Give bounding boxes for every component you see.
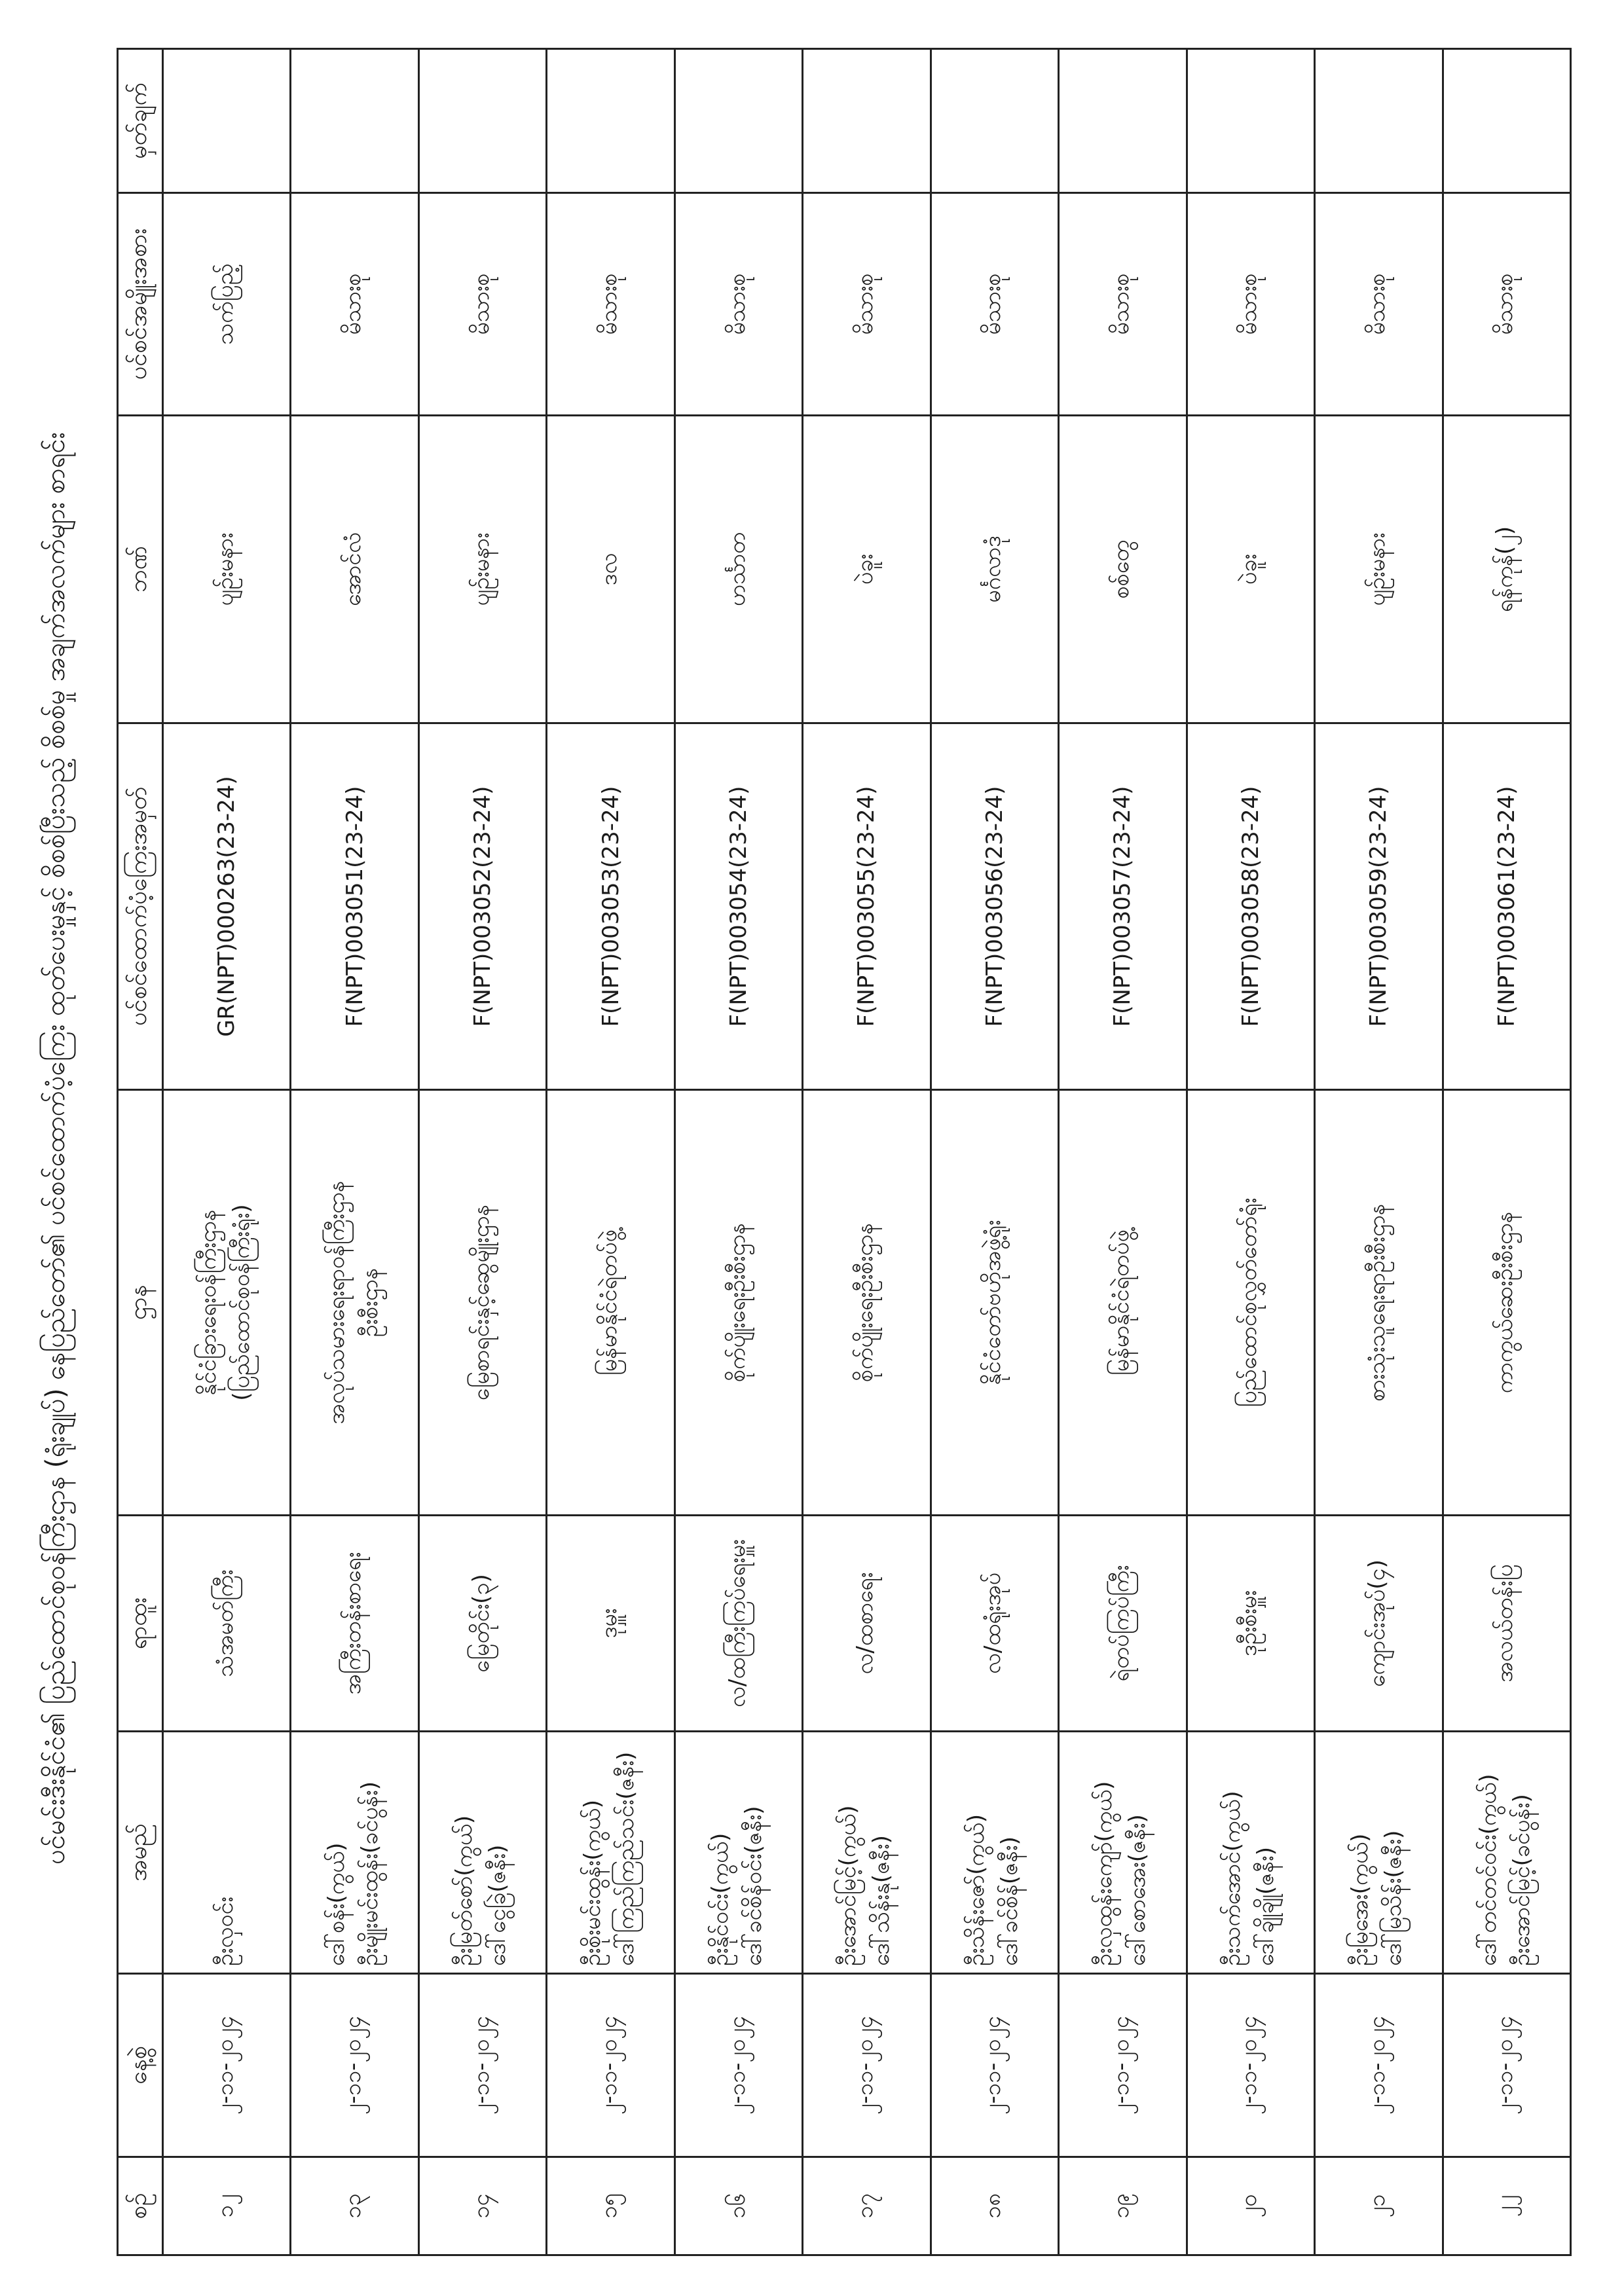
cell-department: [291, 1090, 418, 1516]
cell-pension-ref: F(NPT)003052(23-24): [418, 723, 546, 1090]
cell-date: ၂-၁၁-၂၀၂၄: [674, 1974, 802, 2157]
cell-pension-ref: F(NPT)003061(23-24): [1443, 723, 1570, 1090]
cell-bank: အောင်လံ: [291, 416, 418, 723]
cell-date: ၂-၁၁-၂၀၂၄: [1059, 1974, 1187, 2157]
cell-name: [418, 1732, 546, 1974]
cell-date: ၂-၁၁-၂၀၂၄: [1187, 1974, 1314, 2157]
cell-pension-ref: F(NPT)003056(23-24): [931, 723, 1058, 1090]
table-row: [674, 49, 802, 2255]
header-bank: ဘဏ်: [118, 416, 163, 723]
cell-name-line2: ဦးအောင်မြင့်(ခင်ပွန်း): [1508, 1794, 1535, 1966]
cell-no: ၁၇: [803, 2157, 931, 2255]
cell-remark: [674, 49, 802, 193]
cell-pension-ref: GR(NPT)000263(23-24): [163, 723, 291, 1090]
cell-name-line1: ဦးလှဝင်း: [212, 1897, 238, 1966]
cell-rank: မြေတိုင်း(၃): [418, 1516, 546, 1732]
cell-name-line2: ဒေါ်ကြည်ကြည်သင်း(ဇနီး): [612, 1751, 639, 1966]
cell-name: [1443, 1732, 1570, 1974]
cell-bank: ဟင်္သာတ: [674, 416, 802, 723]
cell-pension-type: မိသားစု: [1187, 193, 1314, 416]
cell-name: [291, 1732, 418, 1974]
cell-name: [163, 1732, 291, 1974]
cell-remark: [1315, 49, 1443, 193]
cell-department: [1315, 1090, 1443, 1516]
cell-department: [1059, 1090, 1187, 1516]
cell-department: [418, 1090, 546, 1516]
table-row: [418, 49, 546, 2255]
cell-name-line1: ဦးလှထွန်းကျော်(ကွယ်): [1091, 1781, 1118, 1966]
cell-rank: သံအမတ်ကြီး: [163, 1516, 291, 1732]
cell-department-line1: နိုင်ငံတော်ဗဟိုအဖွဲ့ရုံး: [980, 1220, 1006, 1385]
cell-bank: စစ်တွေ: [1059, 416, 1187, 723]
header-date: နေ့စွဲ: [118, 1974, 163, 2157]
cell-pension-ref: F(NPT)003053(23-24): [547, 723, 674, 1090]
cell-pension-ref: F(NPT)003059(23-24): [1315, 723, 1443, 1090]
cell-no: ၁၄: [418, 2157, 546, 2255]
cell-pension-type: မိသားစု: [674, 193, 802, 416]
cell-bank: ဒလ: [547, 416, 674, 723]
cell-name: [803, 1732, 931, 1974]
table-body: [163, 49, 1571, 2255]
cell-rank: ရဲတပ်ကြပ်ကြီး: [1059, 1516, 1187, 1732]
cell-name: [674, 1732, 802, 1974]
cell-remark: [1059, 49, 1187, 193]
header-remark: မှတ်ချက်: [118, 49, 163, 193]
cell-name: [1187, 1732, 1314, 1974]
cell-department-line1: မြန်မာနိုင်ငံရဲတပ်ဖွဲ့: [1107, 1230, 1134, 1376]
cell-name-line2: ဒေါ်ခင်စိန်(ဇနီး): [996, 1836, 1023, 1966]
cell-department: [163, 1090, 291, 1516]
cell-name-line2: ဒေါ်ငွေခြဲ(ဇနီး): [485, 1844, 511, 1966]
cell-rank: လ/ထကြီးကြပ်ရေးမှူး: [674, 1516, 802, 1732]
cell-pension-type: သက်ပြည့်: [163, 193, 291, 416]
cell-remark: [1443, 49, 1570, 193]
table-row: [163, 49, 291, 2255]
cell-pension-type: မိသားစု: [931, 193, 1058, 416]
cell-name: [1315, 1732, 1443, 1974]
header-name: အမည်: [118, 1732, 163, 1974]
cell-department-line1: စိုက်ပျိုးရေးဦးစီးဌာန: [724, 1223, 750, 1382]
cell-name-line2: ဒေါ်သိန်းနု(ဇနီး): [868, 1835, 895, 1966]
cell-pension-type: မိသားစု: [1315, 193, 1443, 416]
cell-name-line2: ဒေါ်မြသိန်း(ဇနီး): [1380, 1830, 1407, 1966]
pension-register-table: [117, 48, 1572, 2256]
cell-department-line1: မြေစာရင်းနှင့်ဆွေမျိုးဌာန: [468, 1204, 494, 1401]
cell-department-line1: မြန်မာနိုင်ငံရဲတပ်ဖွဲ့: [596, 1230, 623, 1376]
cell-name-line1: ဦးအောင်မြင့်(ကွယ်): [835, 1805, 862, 1966]
cell-no: ၁၅: [547, 2157, 674, 2255]
table-row: [1059, 49, 1187, 2255]
rotated-table-area: [117, 50, 1572, 2256]
rotated-table-frame: [117, 50, 1572, 2256]
cell-name-line2: ဒေါ်ခင်စိန်ဝင်း(ဇနီး): [741, 1806, 767, 1966]
cell-bank: ပဲခူး: [1187, 416, 1314, 723]
cell-date: ၂-၁၁-၂၀၂၄: [931, 1974, 1058, 2157]
cell-name-line2: ဦးမျိုးမင်းထွန်း(ခင်ပွန်း): [356, 1781, 383, 1966]
cell-department-line1: စားသုံးသူရေးရာဦးစီးဌာန: [1363, 1203, 1390, 1402]
header-rank: ရာထူး: [118, 1516, 163, 1732]
cell-date: ၂-၁၁-၂၀၂၄: [291, 1974, 418, 2157]
header-pension-type: ပင်စင်အမျိုးအစား: [118, 193, 163, 416]
cell-rank: ဒုမှူး: [547, 1516, 674, 1732]
header-pension-ref: ပင်စင်ထောက်ပံ့ကြေးအမှတ်: [118, 723, 163, 1090]
cell-rank: ကျောင်းအုပ်(၄): [1315, 1516, 1443, 1732]
cell-no: ၁၆: [674, 2157, 802, 2255]
cell-pension-type: မိသားစု: [1059, 193, 1187, 416]
header-department: ဌာန: [118, 1090, 163, 1516]
cell-department: [1187, 1090, 1314, 1516]
cell-department: [674, 1090, 802, 1516]
cell-rank: လ/ထရုံးအုပ်: [931, 1516, 1058, 1732]
cell-name: [931, 1732, 1058, 1974]
cell-bank: မင်္ဂလာဒုံ: [931, 416, 1058, 723]
cell-name-line1: ဒေါ်စန်း(ကွယ်): [323, 1842, 350, 1966]
cell-pension-ref: F(NPT)003054(23-24): [674, 723, 802, 1090]
cell-bank: ပျဉ်းမနား: [1315, 416, 1443, 723]
cell-department-line2: (ပြည်ထောင်စုဝန်ကြီးရုံး): [229, 1204, 255, 1401]
cell-department: [931, 1090, 1058, 1516]
table-row: [1443, 49, 1570, 2255]
cell-no: ၁၂: [163, 2157, 291, 2255]
cell-name-line1: ဦးသက်အောင်(ကွယ်): [1219, 1791, 1246, 1966]
document-title: ပင်မင်းဒီးနိုင်ငံ၏ ပြည်ထောင်စုဝန်ကြီးဌာန (ရုံးချုပ်) နေပြည်တော်၏ ပင်စင်ထောက်ပံ့ကြေး ထုတ်ပေးမှုနှင့် စိစစ်ပြီးသည့် စိစစ်မှု အချက်အလက်များ စာရင်း: [41, 432, 71, 1865]
cell-department-line1: အလုပ်သမားရေးရာဝန်ကြီးဌာန: [323, 1180, 350, 1425]
cell-no: ၂၁: [1315, 2157, 1443, 2255]
cell-department-line1: စိုက်ပျိုးရေးဦးစီးဌာန: [851, 1223, 878, 1382]
cell-pension-type: မိသားစု: [1443, 193, 1570, 416]
cell-bank: ပျဉ်းမနား: [418, 416, 546, 723]
cell-date: ၂-၁၁-၂၀၂၄: [418, 1974, 546, 2157]
cell-pension-type: မိသားစု: [418, 193, 546, 416]
cell-department-line1: နိုင်ငံခြားရေးဝန်ကြီးဌာန: [195, 1209, 222, 1396]
cell-department: [1443, 1090, 1570, 1516]
cell-remark: [547, 49, 674, 193]
cell-department-line2: ဦးစီးဌာန: [356, 1267, 383, 1338]
cell-pension-type: မိသားစု: [547, 193, 674, 416]
cell-pension-ref: F(NPT)003057(23-24): [1059, 723, 1187, 1090]
cell-remark: [418, 49, 546, 193]
table-row: [803, 49, 931, 2255]
cell-bank: ပျဉ်းမနား: [163, 416, 291, 723]
table-row: [291, 49, 418, 2255]
cell-date: ၂-၁၁-၂၀၂၄: [1315, 1974, 1443, 2157]
cell-name-line1: ဦးစိုးမင်းထွန်း(ကွယ်): [579, 1799, 606, 1966]
cell-bank: ရန်ကုန်(၂): [1443, 416, 1570, 723]
table-header-row: [118, 49, 163, 2255]
cell-pension-type: မိသားစု: [291, 193, 418, 416]
cell-pension-ref: F(NPT)003055(23-24): [803, 723, 931, 1090]
cell-remark: [291, 49, 418, 193]
table-row: [1315, 49, 1443, 2255]
table-row: [547, 49, 674, 2255]
cell-date: ၂-၁၁-၂၀၂၄: [163, 1974, 291, 2157]
cell-name-line2: ဒေါ်စောအေး(ဇနီး): [1124, 1814, 1151, 1966]
cell-name-line1: ဦးနိုင်ဝင်း(ကွယ်): [707, 1832, 734, 1966]
cell-no: ၁၈: [931, 2157, 1058, 2255]
cell-pension-type: မိသားစု: [803, 193, 931, 416]
cell-remark: [803, 49, 931, 193]
cell-department-line1: ပြည်ထောင်စုလွှတ်တော်ရုံး: [1236, 1197, 1263, 1408]
cell-no: ၁၉: [1059, 2157, 1187, 2255]
cell-no: ၂၀: [1187, 2157, 1314, 2255]
cell-pension-ref: F(NPT)003051(23-24): [291, 723, 418, 1090]
cell-department-line1: ကာကွယ်ဆေးဦးစီးဌာန: [1492, 1211, 1519, 1394]
cell-bank: ပဲခူး: [803, 416, 931, 723]
cell-date: ၂-၁၁-၂၀၂၄: [547, 1974, 674, 2157]
cell-rank: အလယ်တန်းပြ: [1443, 1516, 1570, 1732]
cell-rank: အကြီးတန်းစာရေး: [291, 1516, 418, 1732]
cell-remark: [163, 49, 291, 193]
cell-no: ၁၃: [291, 2157, 418, 2255]
cell-remark: [1187, 49, 1314, 193]
table-row: [931, 49, 1058, 2255]
cell-pension-ref: F(NPT)003058(23-24): [1187, 723, 1314, 1090]
cell-remark: [931, 49, 1058, 193]
cell-department: [803, 1090, 931, 1516]
cell-rank: ဒုဦးစီးမှူး: [1187, 1516, 1314, 1732]
cell-name-line1: ဦးမြအေး(ကွယ်): [1347, 1833, 1374, 1966]
cell-date: ၂-၁၁-၂၀၂၄: [803, 1974, 931, 2157]
header-no: စဉ်: [118, 2157, 163, 2255]
cell-department: [547, 1090, 674, 1516]
cell-no: ၂၂: [1443, 2157, 1570, 2255]
cell-name-line1: ဦးမြတ်စော်(ကွယ်): [451, 1815, 478, 1966]
table-row: [1187, 49, 1314, 2255]
cell-date: ၂-၁၁-၂၀၂၄: [1443, 1974, 1570, 2157]
cell-name: [547, 1732, 674, 1974]
cell-rank: လ/ထစာရေး: [803, 1516, 931, 1732]
cell-name-line1: ဦးသိန်းဇော်(ကွယ်): [963, 1813, 989, 1966]
cell-name-line1: ဒေါ်တင်တင်ဝင်း(ကွယ်): [1475, 1774, 1502, 1966]
cell-name: [1059, 1732, 1187, 1974]
cell-name-line2: ဒေါ်ချိုချို(ဇနီး): [1252, 1847, 1279, 1966]
